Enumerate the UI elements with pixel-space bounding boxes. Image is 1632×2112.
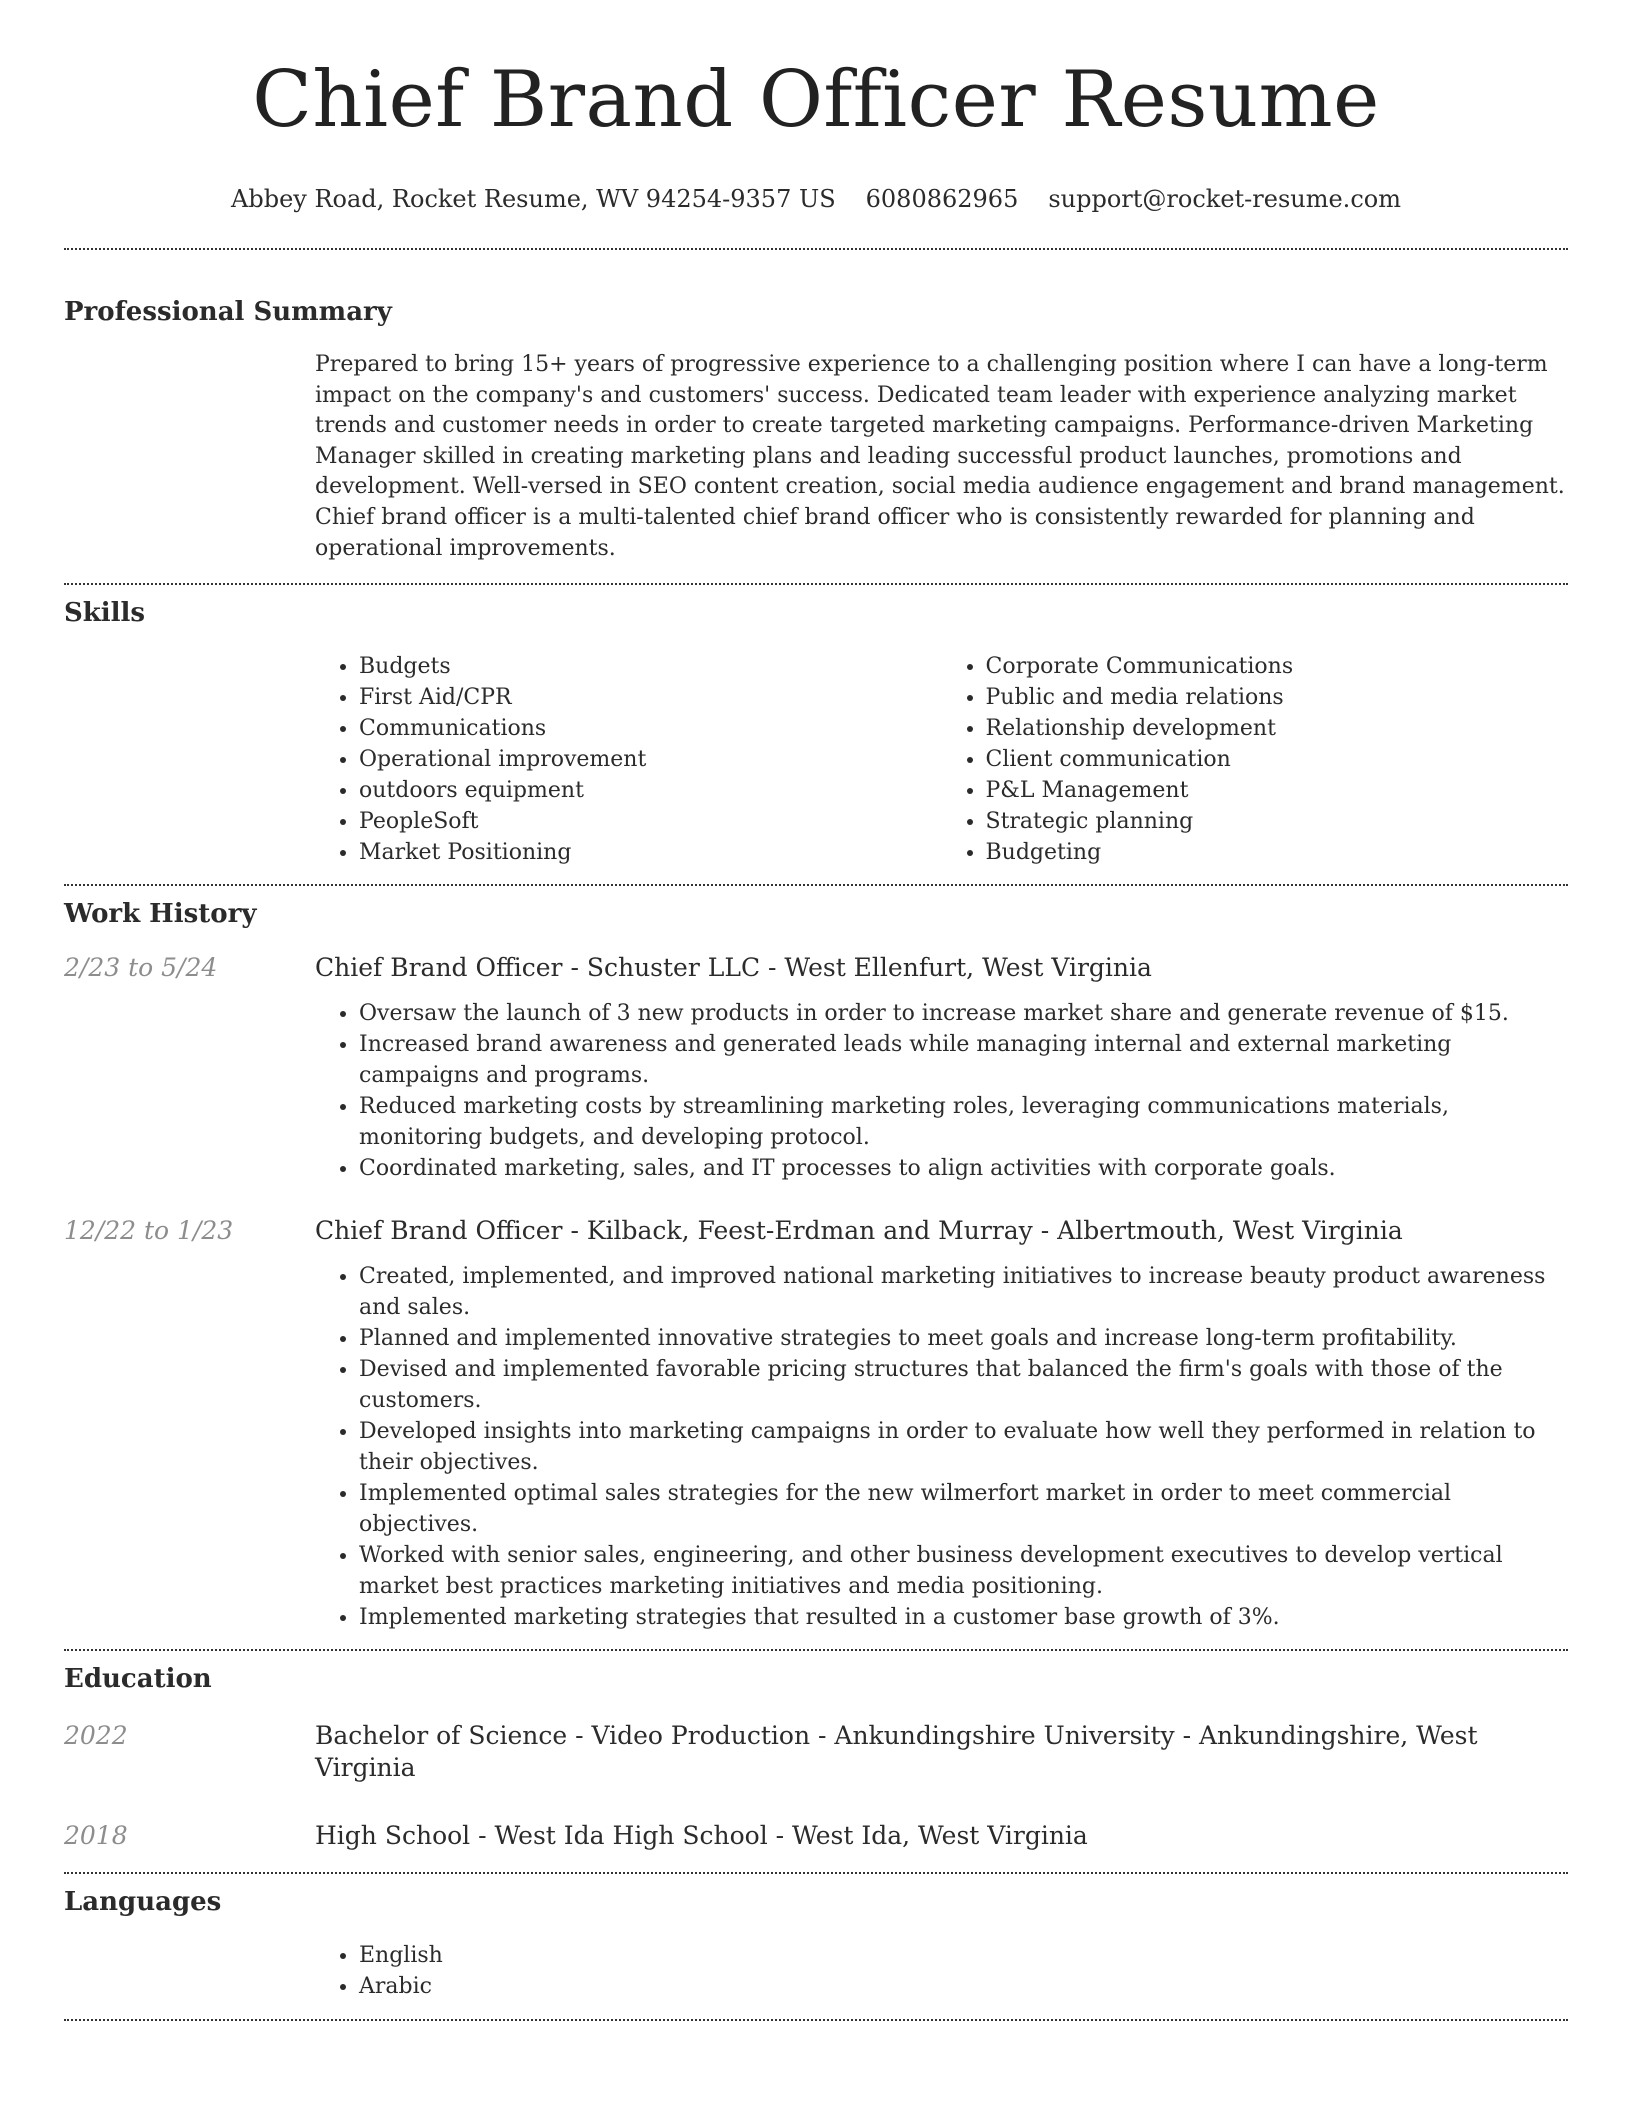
skill-item: • Budgeting (986, 837, 1569, 868)
skill-item: • Relationship development (986, 713, 1569, 744)
divider (64, 583, 1568, 585)
skill-item: • Client communication (986, 744, 1569, 775)
job-bullets (315, 998, 1568, 1184)
skills-column-right (942, 651, 1569, 868)
skills-column-left (315, 651, 942, 868)
education-title: Bachelor of Science - Video Production - Ankundingshire University - Ankundingshire, West Virginia (315, 1721, 1478, 1783)
job-entry (64, 1215, 1568, 1633)
job-bullet: • Worked with senior sales, engineering, and other business development executives to develop vertical market best practices marketing initiatives and media positioning. (359, 1540, 1568, 1602)
education-heading: Education (64, 1664, 212, 1695)
language-item: • Arabic (359, 1971, 1568, 2002)
skill-item: • Public and media relations (986, 682, 1569, 713)
work-heading: Work History (64, 899, 257, 930)
job-bullet: • Created, implemented, and improved national marketing initiatives to increase beauty product awareness and sales. (359, 1261, 1568, 1323)
address-text: Abbey Road, Rocket Resume, WV 94254-9357 US (231, 185, 836, 213)
job-bullet: • Planned and implemented innovative strategies to meet goals and increase long-term profitability. (359, 1323, 1568, 1354)
job-bullet: • Increased brand awareness and generated leads while managing internal and external marketing campaigns and programs. (359, 1029, 1568, 1091)
email-text: support@rocket-resume.com (1048, 185, 1401, 213)
job-dates: 12/22 to 1/23 (64, 1216, 234, 1246)
summary-text: Prepared to bring 15+ years of progressive experience to a challenging position where I can have a long-term impact on the company's and customers' success. Dedicated team leader with experience analyzing market trends and customer needs in order to create targeted marketing campaigns. Performance-driven Marketing Manager skilled in creating marketing plans and leading successful product launches, promotions and development. Well-versed in SEO content creation, social media audience engagement and brand management. Chief brand officer is a multi-talented chief brand officer who is consistently rewarded for planning and operational improvements. (315, 352, 1565, 561)
job-bullet: • Implemented marketing strategies that resulted in a customer base growth of 3%. (359, 1602, 1568, 1633)
job-bullet: • Oversaw the launch of 3 new products in order to increase market share and generate revenue of $15. (359, 998, 1568, 1029)
skills-list (315, 651, 1568, 868)
job-entry (64, 952, 1568, 1184)
job-dates: 2/23 to 5/24 (64, 953, 218, 983)
job-bullet: • Coordinated marketing, sales, and IT processes to align activities with corporate goals. (359, 1153, 1568, 1184)
skill-item: • outdoors equipment (359, 775, 942, 806)
job-title: Chief Brand Officer - Schuster LLC - West Ellenfurt, West Virginia (315, 953, 1152, 983)
skill-item: • Market Positioning (359, 837, 942, 868)
skill-item: • Operational improvement (359, 744, 942, 775)
job-bullet: • Developed insights into marketing campaigns in order to evaluate how well they performed in relation to their objectives. (359, 1416, 1568, 1478)
divider (64, 248, 1568, 250)
language-item: • English (359, 1940, 1568, 1971)
skill-item: • Budgets (359, 651, 942, 682)
education-entry (64, 1720, 1568, 1784)
divider (64, 884, 1568, 886)
education-entry (64, 1820, 1568, 1852)
divider (64, 1649, 1568, 1651)
skill-item: • Corporate Communications (986, 651, 1569, 682)
skill-item: • Communications (359, 713, 942, 744)
skills-heading: Skills (64, 598, 146, 629)
languages-heading: Languages (64, 1887, 222, 1918)
education-year: 2022 (64, 1721, 128, 1751)
job-title: Chief Brand Officer - Kilback, Feest-Erdman and Murray - Albertmouth, West Virginia (315, 1216, 1403, 1246)
job-header (64, 952, 1568, 984)
phone-text: 6080862965 (865, 185, 1019, 213)
page-title: Chief Brand Officer Resume (252, 55, 1380, 145)
skill-item: • Strategic planning (986, 806, 1569, 837)
job-header (64, 1215, 1568, 1247)
job-bullet: • Implemented optimal sales strategies for the new wilmerfort market in order to meet commercial objectives. (359, 1478, 1568, 1540)
education-title: High School - West Ida High School - West Ida, West Virginia (315, 1821, 1088, 1851)
summary-heading: Professional Summary (64, 297, 392, 327)
job-bullet: • Devised and implemented favorable pricing structures that balanced the firm's goals with those of the customers. (359, 1354, 1568, 1416)
skill-item: • P&L Management (986, 775, 1569, 806)
divider (64, 1872, 1568, 1874)
job-bullets (315, 1261, 1568, 1633)
job-bullet: • Reduced marketing costs by streamlining marketing roles, leveraging communications materials, monitoring budgets, and developing protocol. (359, 1091, 1568, 1153)
skill-item: • First Aid/CPR (359, 682, 942, 713)
contact-line (64, 184, 1568, 214)
skill-item: • PeopleSoft (359, 806, 942, 837)
resume-page (64, 0, 1568, 2021)
education-year: 2018 (64, 1821, 128, 1851)
languages-list (315, 1940, 1568, 2002)
divider (64, 2019, 1568, 2021)
